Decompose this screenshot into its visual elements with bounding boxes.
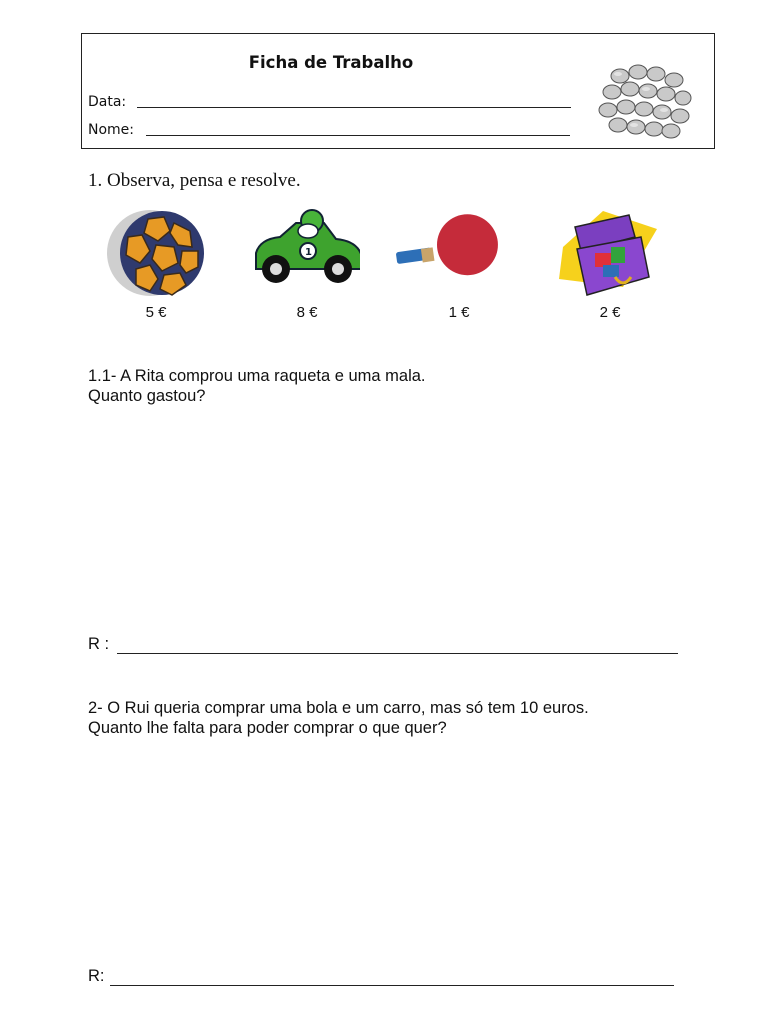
- question-2-prompt: Quanto lhe falta para poder comprar o que quer?: [88, 719, 447, 737]
- worksheet-title: Ficha de Trabalho: [248, 53, 414, 72]
- date-field[interactable]: [88, 94, 126, 110]
- question-2: [88, 698, 589, 738]
- ping-pong-racket-icon: [393, 207, 503, 302]
- name-field[interactable]: [88, 122, 134, 138]
- answer-2[interactable]: [88, 967, 676, 989]
- question-1-1: [88, 366, 426, 406]
- chest-price: 2 €: [599, 304, 621, 321]
- question-1-1-text: 1.1- A Rita comprou uma raqueta e uma mala.: [88, 367, 426, 385]
- question-2-text: 2- O Rui queria comprar uma bola e um carro, mas só tem 10 euros.: [88, 699, 589, 717]
- ball-price: 5 €: [145, 304, 167, 321]
- date-line: [137, 107, 571, 108]
- ball-icon: [100, 207, 210, 302]
- answer-1-1[interactable]: [88, 635, 680, 657]
- coins-icon: [598, 64, 694, 142]
- question-1-1-prompt: Quanto gastou?: [88, 387, 206, 405]
- toy-chest-icon: [553, 207, 663, 302]
- exercise-title: 1. Observa, pensa e resolve.: [88, 170, 301, 191]
- name-label: Nome:: [88, 122, 135, 138]
- answer-2-label: R:: [88, 967, 105, 985]
- svg-text:1: 1: [305, 247, 312, 258]
- car-price: 8 €: [296, 304, 318, 321]
- worksheet-header: [81, 33, 715, 149]
- answer-1-1-line: [117, 653, 678, 654]
- toy-car-icon: [250, 207, 360, 302]
- date-label: Data:: [88, 94, 127, 110]
- name-line: [146, 135, 570, 136]
- answer-2-line: [110, 985, 674, 986]
- racket-price: 1 €: [448, 304, 470, 321]
- answer-1-1-label: R :: [88, 635, 110, 653]
